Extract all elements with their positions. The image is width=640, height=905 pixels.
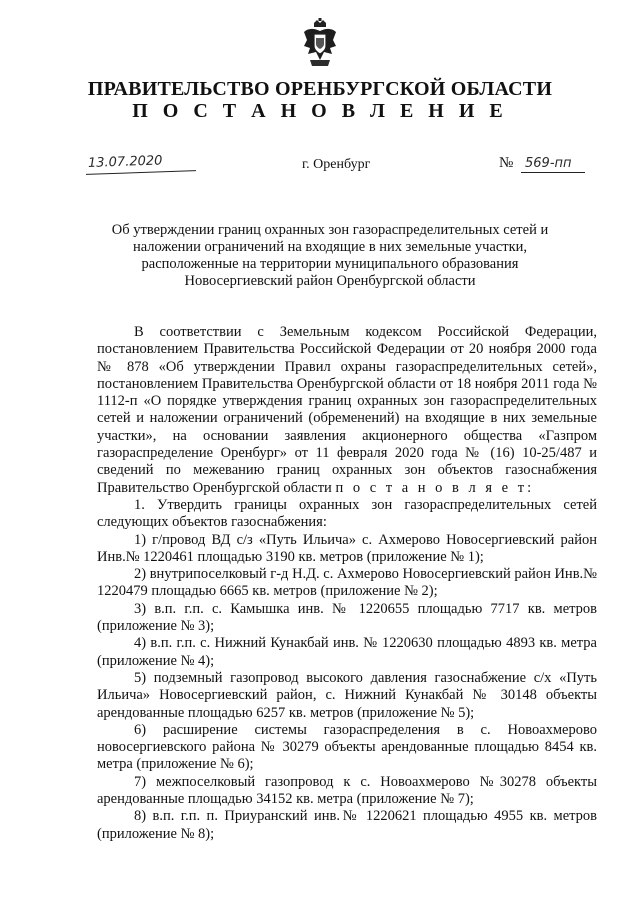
organization-title: ПРАВИТЕЛЬСТВО ОРЕНБУРГСКОЙ ОБЛАСТИ xyxy=(87,78,553,100)
number-label: № xyxy=(499,155,514,171)
list-item: 1) г/провод ВД с/з «Путь Ильича» с. Ахмерово Новосергиевский район Инв.№ 1220461 площадью 3190 кв. метров (приложение № 1); xyxy=(97,531,597,565)
list-item: 2) внутрипоселковый г-д Н.Д. с. Ахмерово Новосергиевский район Инв.№ 1220479 площадью 6665 кв. метров (приложение № 2); xyxy=(97,566,597,600)
preamble-text: В соответствии с Земельным кодексом Российской Федерации, постановлением Правительства Российской Федерации от 20 ноября 2000 года № 878 «Об утверждении Правил охраны газораспределительных сетей», постановлением Правительства Оренбургской области от 18 ноября 2011 года № 1112-п «О порядке утверждения границ охранных зон газораспределительных сетей и наложении ограничений (обременений) на входящие в них земельные участки», на основании заявления акционерного общества «Газпром газораспределение Оренбург» от 11 февраля 2020 года № (16) 10-25/487 и сведений по межеванию границ охранных зон объектов газоснабжения Правительство Оренбургской области xyxy=(97,324,597,496)
document-meta xyxy=(0,152,640,178)
date-underline xyxy=(86,170,196,175)
document-date: 13.07.2020 xyxy=(87,153,163,171)
document-number: 569-пп xyxy=(525,156,572,171)
list-item: 1. Утвердить границы охранных зон газораспределительных сетей следующих объектов газоснабжения: xyxy=(97,496,597,531)
coat-of-arms-icon xyxy=(300,18,340,68)
list-item: 3) в.п. г.п. с. Камышка инв. № 1220655 площадью 7717 кв. метров (приложение № 3); xyxy=(97,600,597,635)
list-item: 6) расширение системы газораспределения в с. Новоахмерово новосергиевского района № 30279 объекты арендованные площадью 8454 кв. метра (приложение № 6); xyxy=(97,721,597,773)
list-item: 7) межпоселковый газопровод к с. Новоахмерово №30278 объекты арендованные площадью 34152 кв. метра (приложение № 7); xyxy=(97,773,597,808)
number-underline xyxy=(521,172,585,173)
list-item: 4) в.п. г.п. с. Нижний Кунакбай инв. № 1220630 площадью 4893 кв. метра (приложение № 4); xyxy=(97,635,597,669)
document-city: г. Оренбург xyxy=(302,157,371,172)
list-item: 5) подземный газопровод высокого давления газоснабжение с/х «Путь Ильича» Новосергиевский район, с. Нижний Кунакбай № 30148 объекты арендованные площадью 6257 кв. метров (приложение № 5); xyxy=(97,669,597,721)
resolves-word: п о с т а н о в л я е т: xyxy=(335,479,535,496)
document-subject: Об утверждении границ охранных зон газораспределительных сетей и наложении ограничений на входящие в них земельные участки, расположенные на территории муниципального образования Новосергиевский район Оренбургской области xyxy=(111,222,549,289)
document-body xyxy=(97,324,597,843)
document-type-title: П О С Т А Н О В Л Е Н И Е xyxy=(132,100,508,122)
preamble-paragraph xyxy=(97,324,597,497)
list-item: 8) в.п. г.п. п. Приуранский инв.№ 1220621 площадью 4955 кв. метров (приложение № 8); xyxy=(97,808,597,842)
